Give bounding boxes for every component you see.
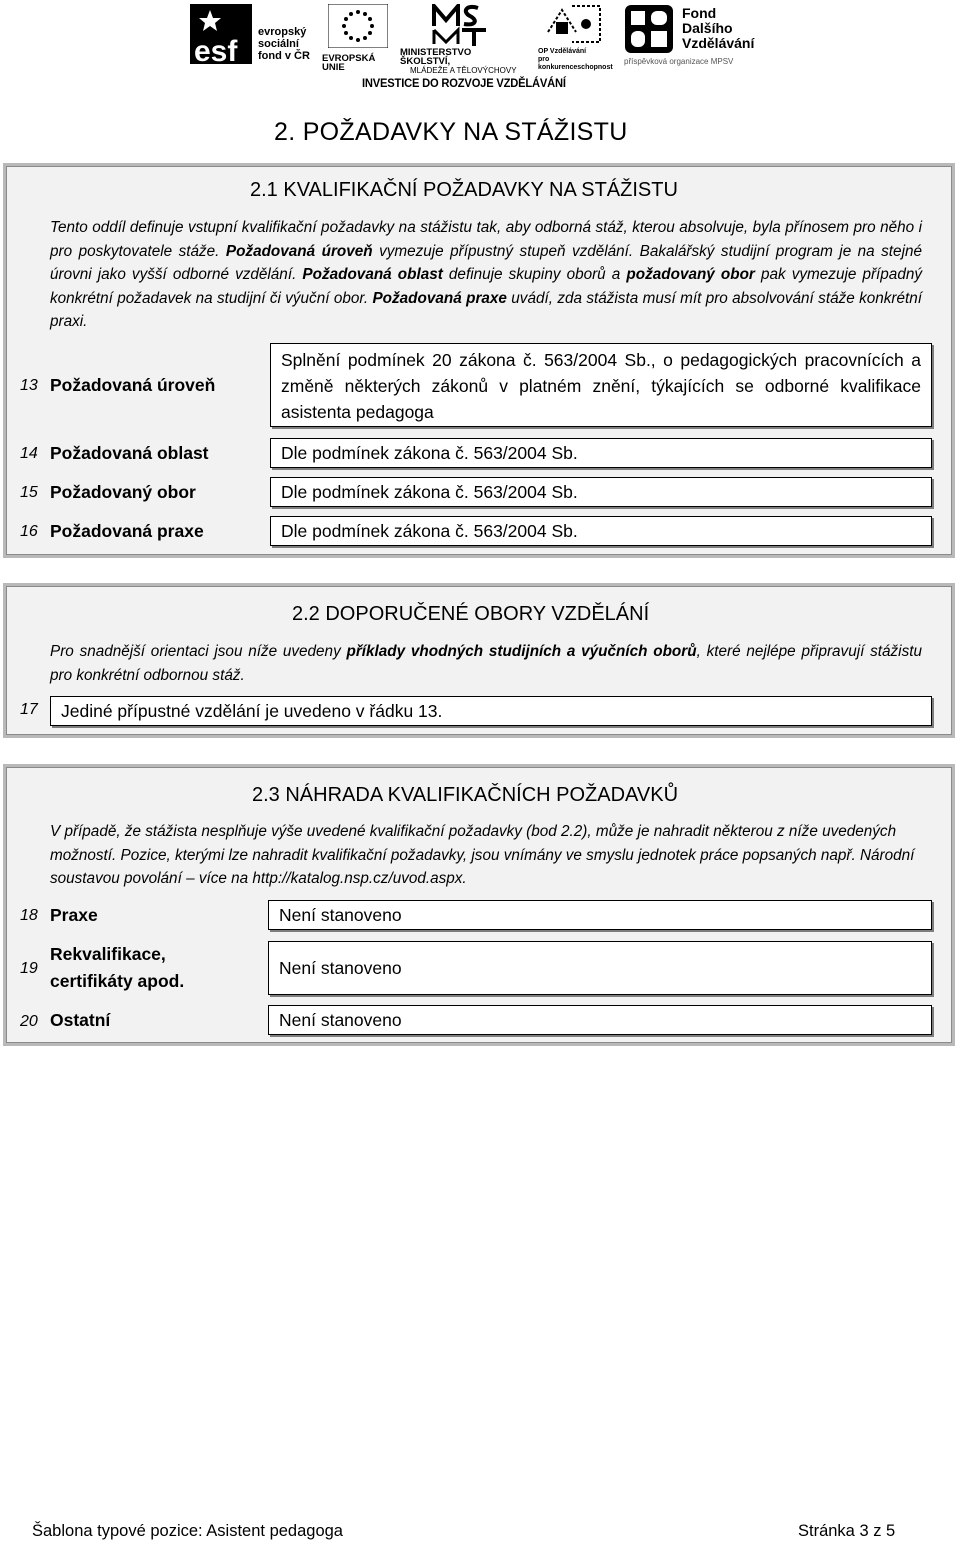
section-description-2-2: Pro snadnější orientaci jsou níže uvedeny příklady vhodných studijních a výučních oborů, které nejlépe připravují stážistu pro konkrétní odbornou stáž. xyxy=(50,643,922,684)
row-label-field: Požadovaný obor xyxy=(50,482,196,502)
eu-logo xyxy=(318,4,398,73)
field-required-field[interactable]: Dle podmínek zákona č. 563/2004 Sb. xyxy=(270,477,932,507)
field-rekvalifikace[interactable]: Není stanoveno xyxy=(268,941,932,995)
row-label-praxe: Praxe xyxy=(50,905,98,925)
op-line2: pro konkurenceschopnost xyxy=(538,56,613,71)
msmt-line1: MINISTERSTVO ŠKOLSTVÍ, xyxy=(400,47,472,67)
footer-page-number: Stránka 3 z 5 xyxy=(798,1522,896,1540)
row-number: 20 xyxy=(20,1013,38,1030)
msmt-logo xyxy=(400,4,520,75)
msmt-mark-icon xyxy=(432,4,488,46)
esf-logo xyxy=(190,4,310,64)
fdv-line1: Fond xyxy=(682,5,717,21)
fdv-sub: příspěvková organizace MPSV xyxy=(624,57,734,66)
row-number: 16 xyxy=(20,523,38,540)
msmt-line2: MLÁDEŽE A TĚLOVÝCHOVY xyxy=(410,66,517,75)
section-substitute-requirements xyxy=(3,764,955,1046)
row-label-rekvalifikace: Rekvalifikace, certifikáty apod. xyxy=(50,944,185,991)
section-description-2-1: Tento oddíl definuje vstupní kvalifikační požadavky na stážistu tak, aby odborná stáž, kterou absolvuje, byla přínosem pro něho i pro poskytovatele stáže. Požadovaná úroveň vymezuje přípustný stupeň vzdělání. Bakalářský studijní program je na stejné úrovni jako vyšší odborné vzdělání. Požadovaná oblast definuje skupiny oborů a požadovaný obor pak vymezuje případný konkrétní požadavek na studijní či výuční obor. Požadovaná praxe uvádí, zda stážista musí mít pro absolvování stáže konkrétní praxi. xyxy=(50,219,923,330)
esf-line1: evropský xyxy=(258,26,307,38)
row-label-ostatni: Ostatní xyxy=(50,1010,111,1030)
row-number: 15 xyxy=(20,484,38,501)
row-number: 18 xyxy=(20,907,38,924)
logo-strip xyxy=(186,0,776,96)
section-title-2-1: 2.1 KVALIFIKAČNÍ POŽADAVKY NA STÁŽISTU xyxy=(250,179,678,201)
fdv-logo xyxy=(624,4,774,66)
field-required-practice[interactable]: Dle podmínek zákona č. 563/2004 Sb. xyxy=(270,516,932,546)
esf-line3: fond v ČR xyxy=(258,50,310,62)
row-number: 13 xyxy=(20,377,38,394)
field-praxe[interactable]: Není stanoveno xyxy=(268,900,932,930)
field-required-level[interactable]: Splnění podmínek 20 zákona č. 563/2004 Sb., o pedagogických pracovnících a změně některých zákonů v platném znění, týkajících se odborné kvalifikace asistenta pedagoga xyxy=(270,343,932,427)
row-label-level: Požadovaná úroveň xyxy=(50,375,216,395)
row-number: 17 xyxy=(20,701,38,718)
section-title-2-3: 2.3 NÁHRADA KVALIFIKAČNÍCH POŽADAVKŮ xyxy=(252,784,679,806)
page-title: 2. POŽADAVKY NA STÁŽISTU xyxy=(274,118,628,146)
op-mark-icon xyxy=(542,2,606,46)
field-ostatni[interactable]: Není stanoveno xyxy=(268,1005,932,1035)
section-title-2-2: 2.2 DOPORUČENÉ OBORY VZDĚLÁNÍ xyxy=(292,603,650,625)
field-recommended-fields[interactable]: Jediné přípustné vzdělání je uvedeno v řádku 13. xyxy=(50,696,932,726)
section-qualification xyxy=(3,163,955,558)
op-logo xyxy=(536,2,614,71)
op-line1: OP Vzdělávání xyxy=(538,48,587,55)
eu-flag-icon xyxy=(328,4,388,48)
fdv-line3: Vzdělávání xyxy=(682,35,755,51)
row-label-practice: Požadovaná praxe xyxy=(50,521,204,541)
field-required-area[interactable]: Dle podmínek zákona č. 563/2004 Sb. xyxy=(270,438,932,468)
fdv-mark-icon xyxy=(624,4,674,54)
esf-mark: esf xyxy=(194,35,238,64)
esf-line2: sociální xyxy=(258,38,299,50)
row-number: 19 xyxy=(20,960,38,977)
row-number: 14 xyxy=(20,445,38,462)
footer-template-name: Šablona typové pozice: Asistent pedagoga xyxy=(32,1522,343,1540)
fdv-line2: Dalšího xyxy=(682,20,733,36)
section-description-2-3: V případě, že stážista nesplňuje výše uvedené kvalifikační požadavky (bod 2.2), může je nahradit některou z níže uvedených možností. Pozice, kterými lze nahradit kvalifikační požadavky, jsou vnímány ve smyslu jednotek práce popsaných např. Národní soustavou povolání – více na http://katalog.nsp.cz/uvod.aspx. xyxy=(50,823,915,887)
section-recommended-fields xyxy=(3,583,955,738)
investice-tagline: INVESTICE DO ROZVOJE VZDĚLÁVÁNÍ xyxy=(362,76,566,90)
eu-label: EVROPSKÁ UNIE xyxy=(322,53,376,73)
row-label-area: Požadovaná oblast xyxy=(50,443,209,463)
esf-star-icon xyxy=(190,4,252,64)
